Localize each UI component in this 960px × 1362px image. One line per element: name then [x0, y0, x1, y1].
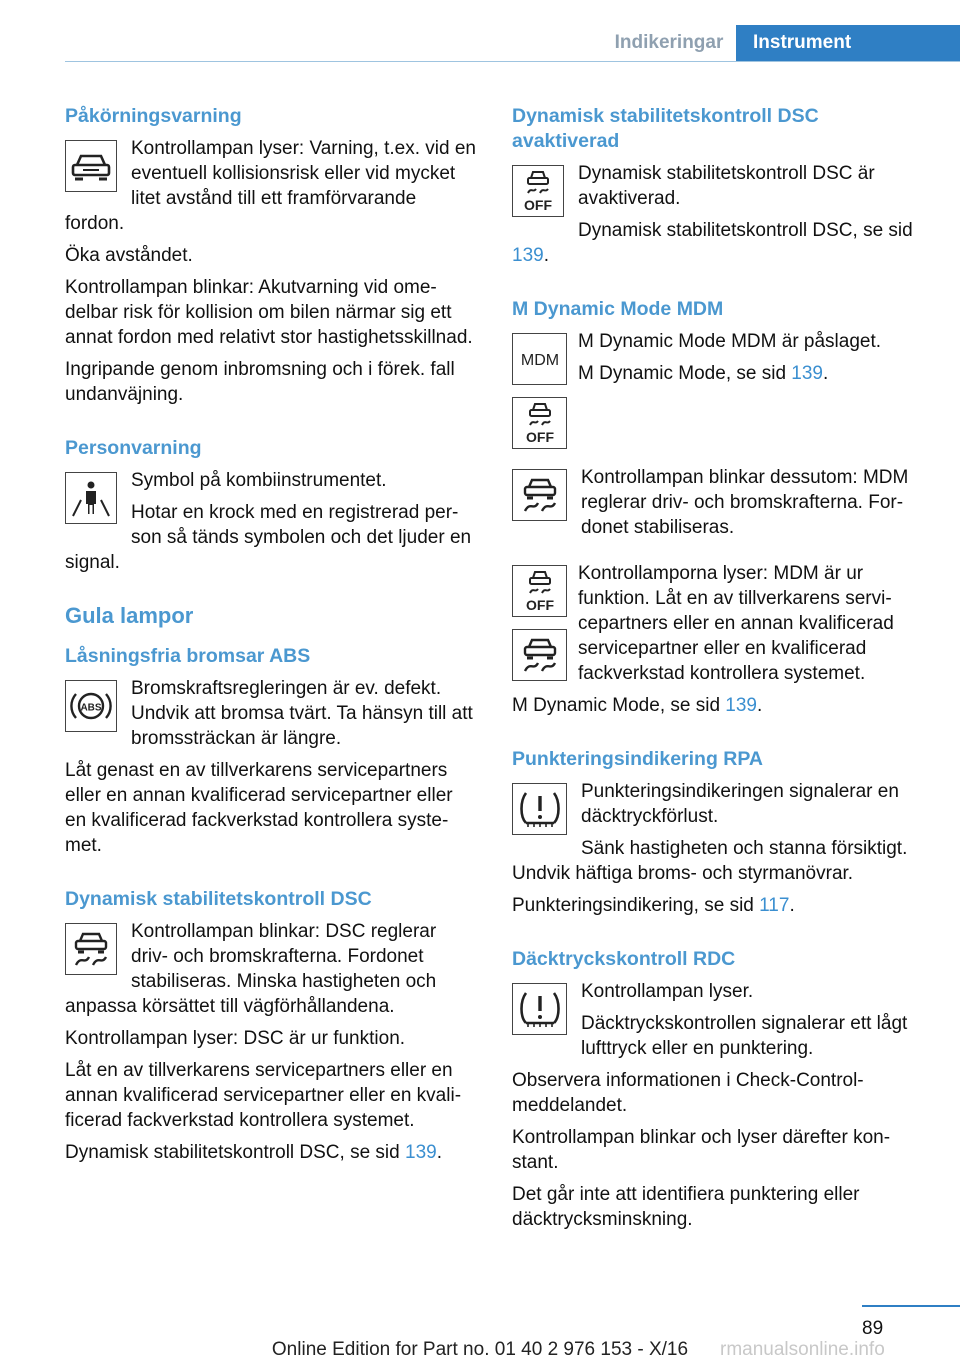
page-link-139[interactable]: 139	[405, 1142, 437, 1163]
section-mdm-blink	[512, 465, 928, 547]
right-column	[512, 104, 928, 1239]
abs-icon	[65, 680, 117, 732]
paragraph: Kontrollampan lyser.	[581, 981, 754, 1002]
section-title: Påkörningsvarning	[65, 105, 242, 127]
paragraph-with-link: M Dynamic Mode, se sid 139.	[512, 695, 763, 716]
section-dsc	[65, 887, 477, 1165]
paragraph-with-link: M Dynamic Mode, se sid 139.	[578, 363, 829, 384]
dsc-off-icon	[512, 397, 567, 449]
dsc-car-skid-icon	[65, 923, 117, 975]
paragraph: Dynamisk stabilitetskontroll DSC är avaktiverad.	[578, 163, 875, 209]
paragraph: Låt genast en av tillverkarens servicepartners eller en annan kvalificerad servicepartner eller en kvalificerad fackverkstad kontrollera systemet.	[65, 760, 453, 856]
car-front-warning-icon	[65, 140, 117, 192]
page-link-139[interactable]: 139	[512, 245, 544, 266]
paragraph: Kontrollamporna lyser: MDM är ur funktion. Låt en av tillverkarens servicepartners eller en annan kvalificerad servicepartner eller en kvalificerad fackverkstad kontrollera systemet.	[578, 563, 894, 684]
edition-text: Online Edition for Part no. 01 40 2 976 153 - X/16	[271, 1339, 689, 1360]
dsc-car-skid-icon	[512, 469, 567, 521]
header-tab-indikeringar: Indikeringar	[614, 32, 724, 53]
section-person-warning	[65, 436, 477, 582]
paragraph: Kontrollampan blinkar dessutom: MDM reglerar driv- och bromskrafterna. Fordonet stabiliseras.	[581, 467, 909, 538]
dsc-off-icon	[512, 565, 567, 617]
dsc-car-skid-icon	[512, 629, 567, 681]
paragraph: Däcktryckskontrollen signalerar ett lågt lufttryck eller en punktering.	[581, 1013, 908, 1059]
section-title: Låsningsfria bromsar ABS	[65, 645, 311, 667]
paragraph: M Dynamic Mode MDM är påslaget.	[578, 331, 882, 352]
paragraph: Öka avståndet.	[65, 245, 193, 266]
paragraph-with-link: Dynamisk stabilitetskontroll DSC, se sid 139.	[65, 1142, 442, 1163]
svg-text:OFF: OFF	[524, 197, 552, 213]
paragraph: Det går inte att identifiera punktering eller däcktrycksminskning.	[512, 1184, 860, 1230]
page-link-139[interactable]: 139	[791, 363, 823, 384]
header-rule	[65, 61, 960, 62]
paragraph: Kontrollampan blinkar och lyser därefter konstant.	[512, 1127, 891, 1173]
section-collision-warning	[65, 104, 477, 407]
left-column	[65, 104, 477, 1172]
section-rdc	[512, 947, 928, 1232]
section-mdm	[512, 297, 928, 449]
paragraph-with-link: Dynamisk stabilitetskontroll DSC, se sid 139.	[512, 220, 913, 266]
heading-yellow-lamps: Gula lampor	[65, 603, 194, 628]
section-mdm-fault	[512, 561, 928, 718]
paragraph: Kontrollampan blinkar: DSC reglerar driv- och bromskrafterna. Fordonet stabiliseras. Minska hastigheten och anpassa körsättet till vägförhållandena.	[65, 921, 437, 1017]
header-tab-instrument: Instrument	[736, 25, 960, 62]
paragraph: Ingripande genom inbromsning och i förek. fall undanväjning.	[65, 359, 455, 405]
svg-text:OFF: OFF	[525, 597, 554, 613]
dsc-off-icon	[512, 165, 564, 217]
footer-rule	[862, 1305, 960, 1307]
paragraph: Observera informationen i Check-Control-meddelandet.	[512, 1070, 864, 1116]
paragraph: Hotar en krock med en registrerad person så tänds symbolen och det ljuder en signal.	[65, 502, 472, 573]
svg-text:OFF: OFF	[525, 429, 554, 445]
paragraph: Symbol på kombiinstrumentet.	[131, 470, 387, 491]
tire-pressure-warning-icon	[512, 983, 567, 1035]
page-link-117[interactable]: 117	[759, 895, 790, 916]
paragraph: Punkteringsindikeringen signalerar en däcktryckförlust.	[581, 781, 899, 827]
paragraph-with-link: Punkteringsindikering, se sid 117.	[512, 895, 795, 916]
paragraph: Bromskraftsregleringen är ev. defekt. Undvik att bromsa tvärt. Ta hänsyn till att bromssträckan är längre.	[131, 678, 473, 749]
section-title: Dynamisk stabilitetskontroll DSC	[65, 888, 372, 910]
paragraph: Kontrollampan blinkar: Akutvarning vid omedelbar risk för kollision om bilen närmar sig ett annat fordon med relativt stor hastighetsskillnad.	[65, 277, 473, 348]
section-abs	[65, 644, 477, 858]
tire-pressure-warning-icon	[512, 783, 567, 835]
section-title: M Dynamic Mode MDM	[512, 298, 724, 320]
paragraph: Kontrollampan lyser: Varning, t.ex. vid en eventuell kollisionsrisk eller vid mycket litet avstånd till ett framförvarande fordon.	[65, 138, 476, 234]
page-number: 89	[862, 1318, 884, 1339]
section-dsc-off	[512, 104, 928, 275]
paragraph: Kontrollampan lyser: DSC är ur funktion.	[65, 1028, 406, 1049]
svg-text:ABS: ABS	[80, 702, 102, 714]
section-rpa	[512, 747, 928, 918]
watermark: rmanualsonline.info	[720, 1339, 885, 1360]
mdm-icon	[512, 333, 567, 385]
section-title: Dynamisk stabilitetskontroll DSC avaktiverad	[512, 105, 819, 152]
svg-text:MDM: MDM	[520, 352, 559, 369]
section-title: Personvarning	[65, 437, 202, 459]
section-title: Däcktryckskontroll RDC	[512, 948, 736, 970]
pedestrian-warning-icon	[65, 472, 117, 524]
paragraph: Sänk hastigheten och stanna försiktigt. Undvik häftiga broms- och styrmanövrar.	[512, 838, 908, 884]
page-link-139[interactable]: 139	[725, 695, 757, 716]
section-title: Punkteringsindikering RPA	[512, 748, 764, 770]
paragraph: Låt en av tillverkarens servicepartners eller en annan kvalificerad servicepartner eller en kvalificerad fackverkstad kontrollera systemet.	[65, 1060, 462, 1131]
